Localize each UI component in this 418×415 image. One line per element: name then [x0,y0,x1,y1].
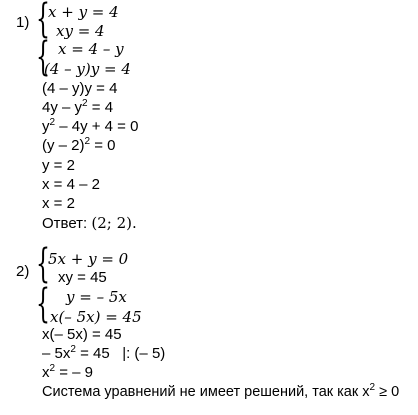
system-2a-eq1: 5x + y = 0 [48,250,129,268]
step-2-2: – $5x^2 = 45$ |: (– 5) [42,344,166,362]
system-2a-eq2: xy = 45 [58,269,107,286]
answer-line [42,214,137,233]
system-2b-eq2: x(– 5x) = 45 [50,308,142,326]
system-1a-eq1: x + y = 4 [48,3,119,21]
step-1-6: x = 4 – 2 [42,176,100,193]
system-1b-eq2: (4 – y)y = 4 [44,60,131,78]
step-2-3: $x^2$ = – 9 [42,363,94,381]
step-2-1: x(– 5x) = 45 [42,326,122,343]
step-1-5: y = 2 [42,157,75,174]
system-brace-2a: { [36,241,50,287]
step-1-1: (4 – y)y = 4 [42,80,118,97]
system-1a-eq2: xy = 4 [56,22,105,40]
problem-number-2: 2) [16,263,30,280]
system-2b-eq1: y = – 5x [66,288,127,306]
step-1-2: $4y - y^2 = 4$ [42,98,114,116]
step-1-7: x = 2 [42,195,75,212]
system-brace-1b: { [36,34,50,80]
system-brace-2b: { [36,281,50,327]
conclusion-text: Система уравнений не имеет решений, так как $x^2 \ge 0$ [42,382,400,400]
system-1b-eq1: x = 4 – y [58,40,124,58]
step-1-4: (y – 2)$^2$ = 0 [42,136,116,154]
problem-number-1: 1) [16,14,30,31]
step-1-3: $y^2 - 4y + 4 = 0$ [42,117,139,135]
system-brace-1a: { [36,0,50,42]
answer-label: Ответ: [42,215,88,232]
answer-value: (2; 2). [91,214,137,232]
